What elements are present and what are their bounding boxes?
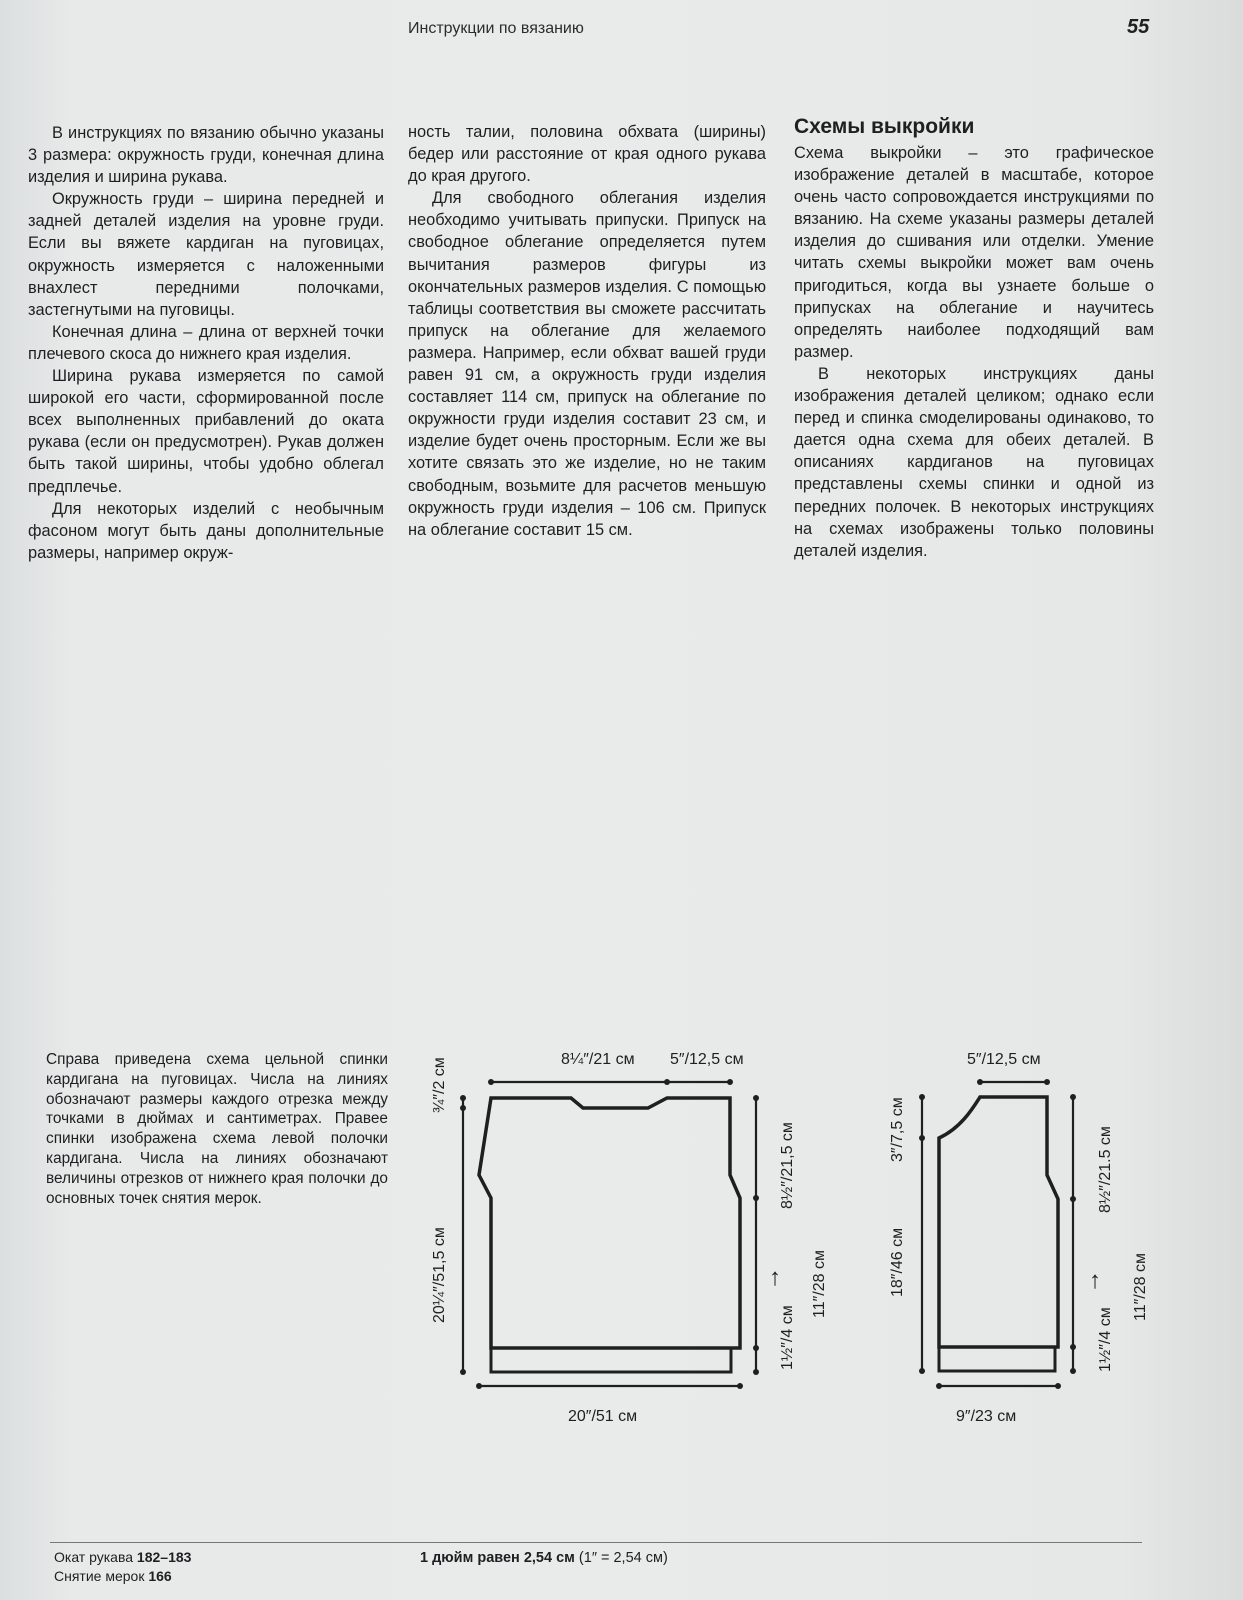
back-body-length-label: 20¼″/51,5 см (431, 1227, 448, 1323)
front-labels (889, 1051, 1149, 1425)
front-arrow-icon: ↑ (1089, 1267, 1101, 1294)
running-title: Инструкции по вязанию (408, 20, 584, 37)
conversion-plain-text: (1″ = 2,54 см) (578, 1550, 668, 1566)
back-outline (479, 1098, 740, 1348)
paragraph: В инструкциях по вязанию обычно указаны 3 размера: окружность груди, конечная длина изделия и ширина рукава. (28, 124, 384, 187)
front-bottom-width-label: 9″/23 см (956, 1408, 1017, 1425)
paragraph: В некоторых инструкциях даны изображения деталей целиком; однако если перед и спинка смоделированы одинаково, то дается одна схема для обеих деталей. В описаниях кардиганов на пуговицах представлены схемы спинки и одной из передних полочек. В некоторых инструкциях на схемах изображены только половины деталей изделия. (794, 364, 1154, 560)
front-neck-drop-label: 3″/7,5 см (889, 1097, 906, 1162)
back-ribbing (491, 1348, 731, 1372)
back-ribbing-label: 1½″/4 см (779, 1305, 796, 1370)
footer-ref-pages: 166 (148, 1568, 172, 1584)
front-schematic (922, 1082, 1073, 1386)
footer-divider (50, 1542, 1142, 1543)
back-underarm-to-hem-label: 11″/28 см (811, 1250, 828, 1318)
unit-conversion-note (420, 1550, 668, 1566)
front-ribbing-label: 1½″/4 см (1097, 1307, 1114, 1372)
footer-ref-pages: 182–183 (136, 1549, 192, 1565)
back-armhole-depth-label: 8½″/21,5 см (779, 1122, 796, 1209)
footer-ref-label: Окат рукава (54, 1549, 134, 1565)
footer-cross-references (54, 1548, 191, 1586)
paragraph: Окружность груди – ширина передней и задней деталей изделия на уровне груди. Если вы вяжете кардиган на пуговицах, окружность измеряется с наложенными внахлест передними полочками, застегнутыми на пуговицы. (28, 190, 384, 319)
paragraph: Конечная длина – длина от верхней точки плечевого скоса до нижнего края изделия. (28, 322, 384, 363)
front-ribbing (939, 1347, 1055, 1371)
back-arrow-icon: ↑ (769, 1264, 781, 1291)
back-bottom-width-label: 20″/51 см (568, 1408, 638, 1425)
front-shoulder-width-label: 5″/12,5 см (967, 1051, 1041, 1068)
page-number: 55 (1127, 16, 1150, 38)
back-neck-width-label: 8¼″/21 см (561, 1051, 635, 1068)
caption-text: Справа приведена схема цельной спинки кардигана на пуговицах. Числа на линиях обозначают размеры каждого отрезка между точками в дюймах и сантиметрах. Правее спинки изображена схема левой полочки кардигана. Числа на линиях обозначают величины отрезков от нижнего края полочки до основных точек снятия мерок. (46, 1051, 388, 1207)
back-schematic (463, 1082, 756, 1386)
front-underarm-to-hem-label: 11″/28 см (1132, 1253, 1149, 1321)
back-shoulder-width-label: 5″/12,5 см (670, 1051, 744, 1068)
front-armhole-depth-label: 8½″/21.5 см (1097, 1126, 1114, 1213)
paragraph: Ширина рукава измеряется по самой широкой его части, сформированной после всех выполненных прибавлений до оката рукава (если он предусмотрен). Рукав должен быть такой ширины, чтобы удобно облегал предплечье. (28, 367, 384, 496)
back-neck-drop-label: ¾″/2 см (431, 1057, 448, 1113)
paragraph: Схема выкройки – это графическое изображение деталей в масштабе, которое очень часто сопровождается инструкциями по вязанию. На схеме указаны размеры деталей изделия до сшивания или отделки. Умение читать схемы выкройки может вам очень пригодиться, когда вы узнаете больше о припусках на облегание и научитесь определять наиболее подходящий вам размер. (794, 144, 1154, 361)
footer-ref-row (54, 1548, 191, 1567)
front-outline (939, 1097, 1058, 1347)
footer-ref-label: Снятие мерок (54, 1568, 145, 1584)
paragraph: Для свободного облегания изделия необходимо учитывать припуски. Припуск на свободное облегание определяется путем вычитания размеров фигуры из окончательных размеров изделия. С помощью таблицы соответствия вы сможете рассчитать припуск на облегание для желаемого размера. Например, если обхват вашей груди равен 91 см, а окружность груди изделия составляет 114 см, припуск на облегание по окружности груди изделия составит 23 см, и изделие будет очень просторным. Если же вы хотите связать это же изделие, но не таким свободным, возьмите для расчетов меньшую окружность груди изделия – 106 см. Припуск на облегание составит 15 см. (408, 189, 766, 539)
paragraph: ность талии, половина обхвата (ширины) бедер или расстояние от края одного рукава до края другого. (408, 123, 766, 186)
section-heading: Схемы выкройки (794, 115, 975, 138)
footer-ref-row (54, 1567, 191, 1586)
front-body-length-label: 18″/46 см (889, 1227, 906, 1297)
conversion-bold-text: 1 дюйм равен 2,54 см (420, 1550, 575, 1566)
paragraph: Для некоторых изделий с необычным фасоном могут быть даны дополнительные размеры, например окруж- (28, 499, 384, 562)
